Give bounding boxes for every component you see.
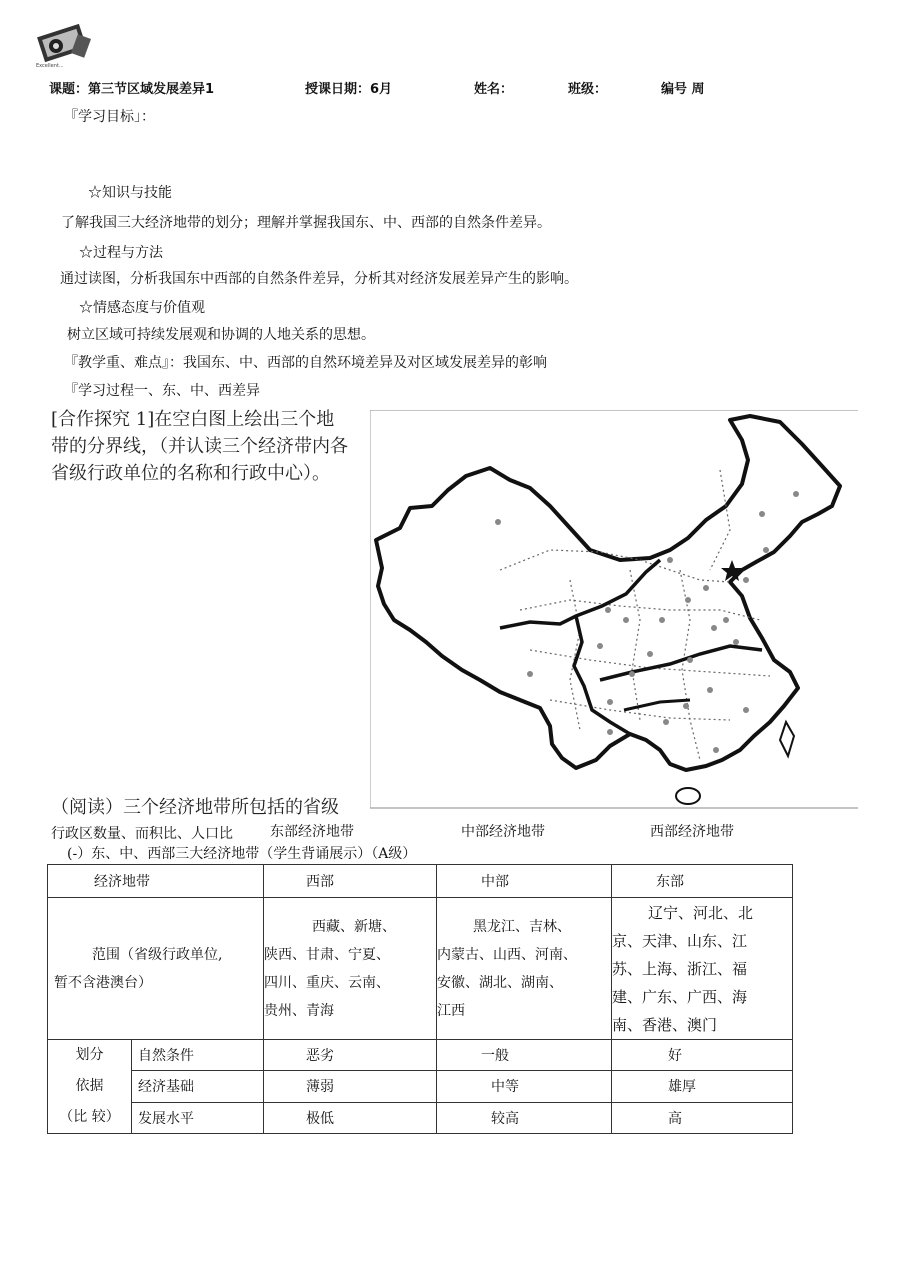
knowledge-title: ☆知识与技能 <box>88 185 172 201</box>
west-line-4: 贵州、青海 <box>264 1002 334 1019</box>
east-line-5: 南、香港、澳门 <box>612 1015 718 1034</box>
row-east: 高 <box>612 1102 793 1133</box>
header-topic: 课题：第三节区域发展差异1 <box>49 82 215 97</box>
west-line-2: 陕西、甘肃、宁夏、 <box>264 946 390 963</box>
inquiry-line-2: 带的分界线，（并认读三个经济带内各 <box>51 436 348 457</box>
central-line-4: 江西 <box>437 1002 465 1019</box>
basis-line-3: （比 较） <box>59 1109 120 1125</box>
table-row <box>48 1040 793 1071</box>
inquiry-line-1: [合作探究 1]在空白图上绘出三个地 <box>51 409 335 430</box>
inquiry-line-3: 省级行政单位的名称和行政中心）。 <box>51 463 330 484</box>
row-central: 一般 <box>437 1040 612 1071</box>
header-west: 西部 <box>264 865 437 898</box>
central-line-2: 内蒙古、山西、河南、 <box>437 946 577 963</box>
header-date: 授课日期：6月 <box>305 82 393 97</box>
reading-central: 中部经济地带 <box>461 824 545 840</box>
reading-line-2: 行政区数量、而积比、人口比 <box>51 826 233 842</box>
basis-line-2: 依据 <box>75 1078 104 1094</box>
table-header-row <box>48 865 793 898</box>
section-one-heading: (-）东、中、西部三大经济地带（学生背诵展示）（A级） <box>67 846 417 862</box>
header-name: 姓名： <box>474 82 514 97</box>
west-line-3: 四川、重庆、云南、 <box>264 974 390 991</box>
knowledge-text: 了解我国三大经济地带的划分；理解并掌握我国东、中、西部的自然条件差异。 <box>61 215 551 231</box>
scope-central <box>437 898 612 1040</box>
row-central: 中等 <box>437 1071 612 1102</box>
east-line-3: 苏、上海、浙江、福 <box>612 959 748 978</box>
reading-line-1: （阅读）三个经济地带所包括的省级 <box>51 797 339 818</box>
reading-west: 西部经济地带 <box>650 824 734 840</box>
east-line-4: 建、广东、广西、海 <box>612 987 748 1006</box>
table-row <box>48 1102 793 1133</box>
header-east: 东部 <box>612 865 793 898</box>
scope-label <box>48 898 264 1040</box>
key-points: 『教学重、难点』：我国东、中、西部的自然环境差异及对区域发展差异的彰响 <box>64 355 547 371</box>
scope-east <box>612 898 793 1040</box>
scope-label-line-1: 范围（省级行政单位, <box>92 946 223 963</box>
header-central: 中部 <box>437 865 612 898</box>
row-west: 恶劣 <box>264 1040 437 1071</box>
basis-line-1: 划分 <box>75 1047 104 1063</box>
row-label: 发展水平 <box>132 1102 264 1133</box>
reading-east: 东部经济地带 <box>270 824 354 840</box>
process-text: 通过读图，分析我国东中西部的自然条件差异，分析其对经济发展差异产生的影响。 <box>60 271 578 287</box>
row-west: 极低 <box>264 1102 437 1133</box>
row-central: 较高 <box>437 1102 612 1133</box>
row-label: 经济基础 <box>132 1071 264 1102</box>
scope-label-line-2: 暂不含港澳台） <box>54 974 152 991</box>
row-east: 雄厚 <box>612 1071 793 1102</box>
row-west: 薄弱 <box>264 1071 437 1102</box>
logo-caption: Excellent... <box>36 63 64 69</box>
process-title: ☆过程与方法 <box>79 245 163 261</box>
central-line-1: 黑龙江、吉林、 <box>473 918 571 935</box>
table-scope-row <box>48 898 793 1040</box>
west-line-1: 西藏、新塘、 <box>312 918 396 935</box>
table-row <box>48 1071 793 1102</box>
scope-west <box>264 898 437 1040</box>
process-heading: 『学习过程一、东、中、西差异 <box>64 383 260 399</box>
east-line-1: 辽宁、河北、北 <box>648 903 754 922</box>
economic-zones-table <box>47 864 793 1134</box>
row-label: 自然条件 <box>132 1040 264 1071</box>
goals-heading: 『学习目标」： <box>64 109 155 125</box>
header-class: 班级： <box>568 82 608 97</box>
header-zone: 经济地带 <box>48 865 264 898</box>
east-line-2: 京、天津、山东、江 <box>612 931 748 950</box>
china-blank-map <box>370 410 858 810</box>
basis-label <box>48 1040 132 1134</box>
emotion-title: ☆情感态度与价值观 <box>79 300 205 316</box>
header-number: 编号 周 <box>661 82 705 97</box>
central-line-3: 安徽、湖北、湖南、 <box>437 974 563 991</box>
emotion-text: 树立区域可持续发展观和协调的人地关系的思想。 <box>67 327 375 343</box>
row-east: 好 <box>612 1040 793 1071</box>
